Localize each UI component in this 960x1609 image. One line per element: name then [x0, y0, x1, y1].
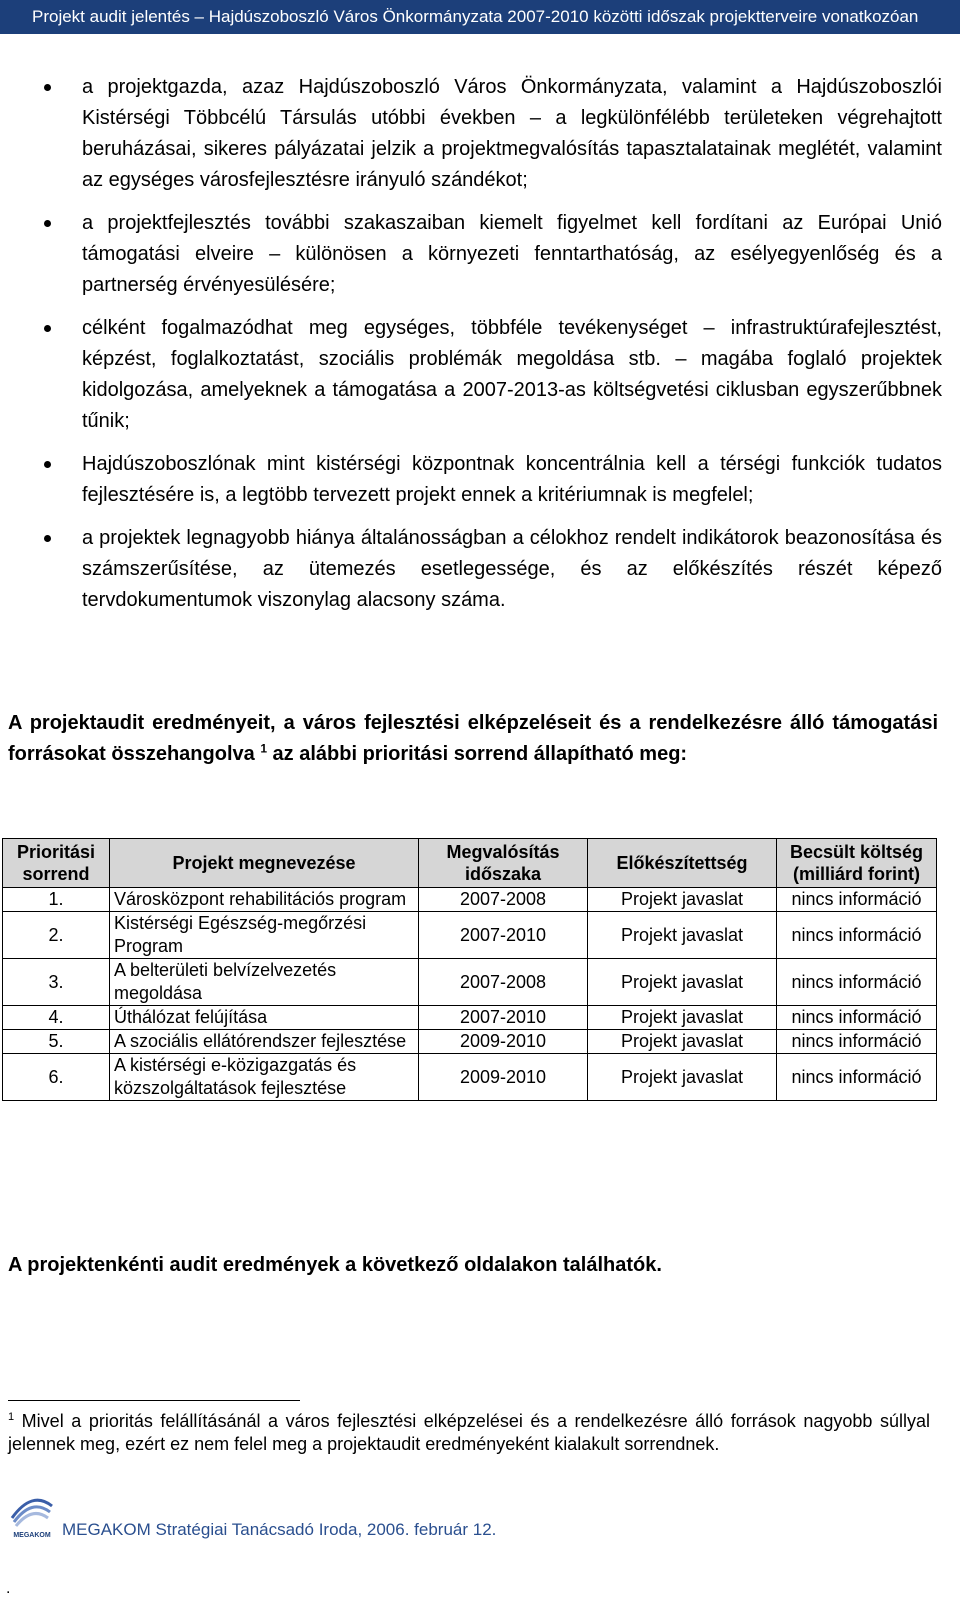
header-period: Megvalósítás időszaka: [419, 839, 588, 888]
cell-priority: 6.: [3, 1054, 110, 1101]
footnote: [8, 1410, 930, 1456]
cell-preparedness: Projekt javaslat: [588, 1054, 777, 1101]
list-item: Hajdúszoboszlónak mint kistérségi központnak koncentrálnia kell a térségi funkciók tudatos fejlesztésére is, a legtöbb tervezett projekt ennek a kritériumnak is megfelel;: [42, 449, 942, 511]
cell-priority: 4.: [3, 1006, 110, 1030]
cell-cost: nincs információ: [777, 1054, 937, 1101]
table-row: [3, 1054, 937, 1101]
closing-statement: A projektenkénti audit eredmények a következő oldalakon találhatók.: [8, 1254, 662, 1276]
cell-cost: nincs információ: [777, 1030, 937, 1054]
cell-period: 2007-2010: [419, 912, 588, 959]
findings-list: [42, 72, 942, 628]
summary-text-after: az alábbi prioritási sorrend állapítható meg:: [267, 743, 688, 765]
table-row: [3, 888, 937, 912]
cell-preparedness: Projekt javaslat: [588, 1030, 777, 1054]
table-row: [3, 912, 937, 959]
cell-cost: nincs információ: [777, 959, 937, 1006]
table-row: [3, 1030, 937, 1054]
cell-project-name: Városközpont rehabilitációs program: [110, 888, 419, 912]
cell-preparedness: Projekt javaslat: [588, 959, 777, 1006]
cell-preparedness: Projekt javaslat: [588, 912, 777, 959]
list-item: a projektgazda, azaz Hajdúszoboszló Város Önkormányzata, valamint a Hajdúszoboszlói Kistérségi Többcélú Társulás utóbbi években – a legkülönfélébb területeken végrehajtott beruházásai, sikeres pályázatai jelzik a projektmegvalósítás tapasztalatainak meglétét, valamint az egységes városfejlesztésre irányuló szándékot;: [42, 72, 942, 196]
cell-project-name: Úthálózat felújítása: [110, 1006, 419, 1030]
cell-period: 2007-2008: [419, 888, 588, 912]
list-item: a projektfejlesztés további szakaszaiban kiemelt figyelmet kell fordítani az Európai Unió támogatási elveire – különösen a környezeti fenntarthatóság, az esélyegyenlőség és a partnerség érvényesülésére;: [42, 208, 942, 301]
cell-period: 2007-2008: [419, 959, 588, 1006]
cell-priority: 3.: [3, 959, 110, 1006]
list-item: célként fogalmazódhat meg egységes, többféle tevékenységet – infrastruktúrafejlesztést, képzést, foglalkoztatást, szociális problémák megoldása stb. – magába foglaló projektek kidolgozása, amelyeknek a támogatása a 2007-2013-as költségvetési ciklusban egyszerűbbnek tűnik;: [42, 313, 942, 437]
cell-priority: 5.: [3, 1030, 110, 1054]
footnote-marker: 1: [8, 1411, 15, 1423]
footer-dot: .: [6, 1580, 11, 1597]
megakom-logo-icon: [8, 1488, 56, 1540]
cell-period: 2009-2010: [419, 1054, 588, 1101]
cell-cost: nincs információ: [777, 912, 937, 959]
megakom-logo: [8, 1488, 56, 1540]
cell-period: 2007-2010: [419, 1006, 588, 1030]
list-item: a projektek legnagyobb hiánya általánosságban a célokhoz rendelt indikátorok beazonosítása és számszerűsítése, az ütemezés esetlegessége, és az előkészítés részét képező tervdokumentumok viszonylag alacsony száma.: [42, 523, 942, 616]
cell-preparedness: Projekt javaslat: [588, 1006, 777, 1030]
priority-summary: [8, 708, 938, 770]
cell-cost: nincs információ: [777, 888, 937, 912]
svg-text:MEGAKOM: MEGAKOM: [13, 1532, 51, 1539]
table-row: [3, 1006, 937, 1030]
cell-preparedness: Projekt javaslat: [588, 888, 777, 912]
cell-project-name: Kistérségi Egészség-megőrzési Program: [110, 912, 419, 959]
header-preparedness: Előkészítettség: [588, 839, 777, 888]
table-header-row: [3, 839, 937, 888]
cell-project-name: A belterületi belvízelvezetés megoldása: [110, 959, 419, 1006]
footnote-reference[interactable]: 1: [260, 741, 267, 756]
header-project-name: Projekt megnevezése: [110, 839, 419, 888]
cell-priority: 1.: [3, 888, 110, 912]
page-header: [0, 0, 960, 34]
footnote-divider: [8, 1400, 300, 1401]
cell-cost: nincs információ: [777, 1006, 937, 1030]
summary-text-before: A projektaudit eredményeit, a város fejlesztési elképzeléseit és a rendelkezésre álló támogatási forrásokat összehangolva: [8, 712, 938, 765]
header-title: Projekt audit jelentés – Hajdúszoboszló Város Önkormányzata 2007-2010 közötti időszak projektterveire vonatkozóan: [32, 7, 919, 26]
footer-text: MEGAKOM Stratégiai Tanácsadó Iroda, 2006. február 12.: [62, 1520, 497, 1539]
cell-period: 2009-2010: [419, 1030, 588, 1054]
cell-project-name: A kistérségi e-közigazgatás és közszolgáltatások fejlesztése: [110, 1054, 419, 1101]
priority-table: [2, 838, 937, 1101]
footnote-text: Mivel a prioritás felállításánál a város fejlesztési elképzelései és a rendelkezésre álló források nagyobb súllyal jelennek meg, ezért ez nem felel meg a projektaudit eredményeként kialakult sorrendnek.: [8, 1411, 930, 1454]
cell-project-name: A szociális ellátórendszer fejlesztése: [110, 1030, 419, 1054]
cell-priority: 2.: [3, 912, 110, 959]
header-priority: Prioritási sorrend: [3, 839, 110, 888]
header-cost: Becsült költség (milliárd forint): [777, 839, 937, 888]
table-row: [3, 959, 937, 1006]
